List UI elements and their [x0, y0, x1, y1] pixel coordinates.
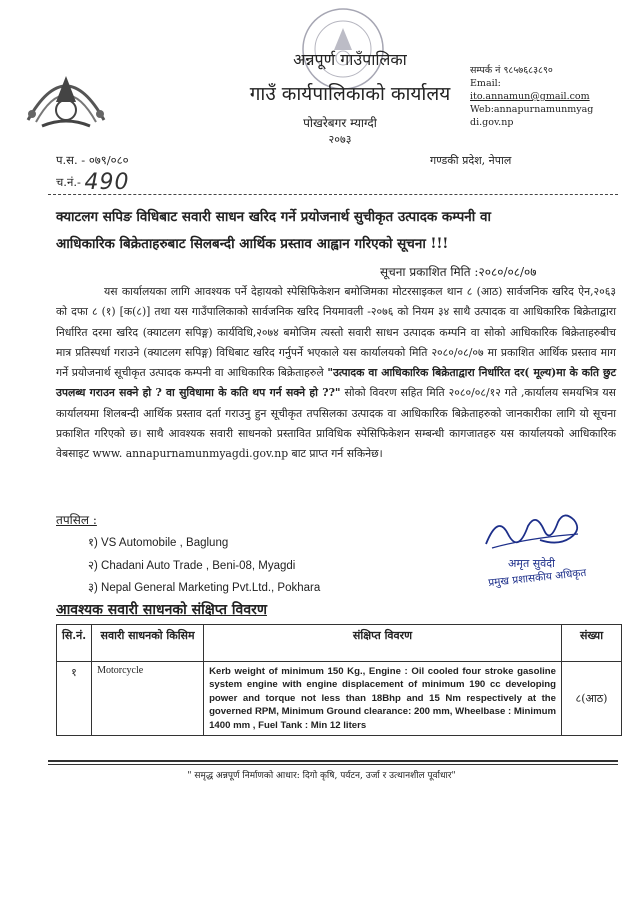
row-quantity: ८(आठ)	[562, 662, 622, 736]
body-text-2: सोको विवरण सहित मिति २०८०/०८/१२ गते ,कार्यालय समयभित्र यस कार्यालयमा शिलबन्दी आर्थिक प्रस्ताव दर्ता गराउनु हुन सूचीकृत तपसिलका उत्पादक वा आधिकारिक बिक्रेताहरुको जानकारीका लागि यो सूचना प्रकाशित गरिएको छ। साथै आवश्यक सवारी साधनको प्रस्तावित प्राविधिक स्पेसिफिकेशन सम्बन्धी कागजातहरु यस कार्यालयको आधिकारिक वेबसाइट www. annapurnamunmyagdi.gov.np बाट प्राप्त गर्न सकिनेछ।	[56, 386, 616, 461]
province-text: गण्डकी प्रदेश, नेपाल	[430, 154, 512, 167]
reference-number: प.स. - ०७९/०८०	[56, 153, 129, 167]
website-line2[interactable]: di.gov.np	[470, 117, 514, 128]
signatory-name: अमृत सुवेदी	[508, 557, 555, 570]
municipality-name: अन्नपूर्ण गाउँपालिका	[293, 50, 407, 69]
tapasil-label: तपसिल :	[56, 513, 97, 527]
header-divider	[48, 194, 618, 195]
row-description: Kerb weight of minimum 150 Kg., Engine : Oil cooled four stroke gasoline system engine with engine displacement of minimum 190 cc developing power and torque not less than 18Bhp and 15 Nm respectively at the governed RPM, Minimum Ground clearance: 200 mm, Wheelbase : Minimum 1400 mm , Fuel Tank : Min 12 liters	[204, 662, 562, 736]
notice-body	[56, 282, 616, 465]
vendor-name: Nepal General Marketing Pvt.Ltd., Pokhara	[101, 582, 321, 594]
vendor-item	[88, 535, 228, 550]
notice-subject	[56, 204, 616, 258]
signatory-title: प्रमुख प्रशासकीय अधिकृत	[487, 566, 587, 590]
header-vehicle-type: सवारी साधनको किसिम	[92, 625, 204, 662]
office-name: गाउँ कार्यपालिकाको कार्यालय	[249, 83, 451, 105]
header-description: संक्षिप्त विवरण	[204, 625, 562, 662]
vehicle-spec-table	[56, 624, 622, 736]
footer-divider	[48, 760, 618, 762]
row-sn: १	[57, 662, 92, 736]
nepal-emblem-icon	[22, 62, 110, 134]
office-address: पोखरेबगर म्याग्दी	[303, 116, 377, 130]
established-year: २०७३	[328, 133, 352, 146]
vendor-number: १)	[88, 537, 98, 549]
vendor-name: Chadani Auto Trade , Beni-08, Myagdi	[101, 560, 296, 572]
table-header-row	[57, 625, 622, 662]
signature-icon	[478, 504, 588, 554]
contact-block	[470, 64, 635, 129]
footer-divider-thin	[48, 764, 618, 765]
section-title: आवश्यक सवारी साधनको संक्षिप्त विवरण	[56, 602, 267, 618]
vendor-name: VS Automobile , Baglung	[101, 537, 229, 549]
table-row	[57, 662, 622, 736]
header-sn: सि.नं.	[57, 625, 92, 662]
vendor-item	[88, 558, 295, 573]
dispatch-number-row	[56, 170, 130, 195]
vendor-number: ३)	[88, 582, 98, 594]
email-link[interactable]: ito.annamun@gmail.com	[470, 91, 590, 102]
body-text-1: यस कार्यालयका लागि आवश्यक पर्ने देहायको स्पेसिफिकेशन बमोजिमका मोटरसाइकल थान ८ (आठ) सार्वजनिक खरिद ऐन,२०६३ को दफा ८ (१) [क(८)] तथा यस गाउँपालिकाको सार्वजनिक खरिद नियमावली -२०७६ को नियम ३४ साथै उत्पादक वा आधिकारिक बिक्रेताद्वारा निर्धारित दरमा खरिद (क्याटलग सपिङ्ग) कार्यविधि,२०७४ बमोजिम त्यस्तो सवारी साधन उत्पादक कम्पनि वा सोको आधिकारिक बिक्रेताहरुबीच मात्र प्रतिस्पर्धा गराउने (क्याटलग सपिङ्ग) विधिबाट खरिद गर्नुपर्ने भएकाले यस कार्यालयको मिति २०८०/०८/०७ मा प्रकाशित आर्थिक प्रस्ताव माग गर्ने प्रयोजनार्थ सूचीकृत उत्पादक कम्पनी वा आधिकारिक बिक्रेताहरुले	[56, 285, 616, 380]
row-vehicle-type: Motorcycle	[92, 662, 204, 736]
notice-publish-date: सूचना प्रकाशित मिति :२०८०/०८/०७	[380, 265, 537, 279]
body-bold-question: "उत्पादक वा आधिकारिक बिक्रेताद्वारा निर्धारित दर( मूल्य)मा के कति छुट उपलब्ध गराउन सक्ने हो ? वा सुविधामा के कति थप गर्न सक्ने हो ??"	[56, 366, 617, 400]
website-line1[interactable]: Web:annapurnamunmyag	[470, 104, 594, 115]
vendor-item	[88, 580, 320, 595]
vendor-number: २)	[88, 560, 98, 572]
phone-number: सम्पर्क नं ९८५७६८३८९०	[470, 65, 553, 76]
header-quantity: संख्या	[562, 625, 622, 662]
subject-line-2: आधिकारिक बिक्रेताहरुबाट सिलबन्दी आर्थिक प्रस्ताव आह्वान गरिएको सूचना !!!	[56, 236, 449, 252]
dispatch-label: च.नं.-	[56, 175, 81, 189]
email-label: Email:	[470, 78, 501, 89]
footer-slogan: " समृद्ध अन्नपूर्ण निर्माणको आधार: दिगो कृषि, पर्यटन, उर्जा र उत्थानशील पूर्वाधार"	[187, 771, 456, 781]
subject-line-1: क्याटलग सपिङ विधिबाट सवारी साधन खरिद गर्ने प्रयोजनार्थ सुचीकृत उत्पादक कम्पनी वा	[56, 209, 491, 225]
dispatch-number: 490	[84, 170, 130, 195]
